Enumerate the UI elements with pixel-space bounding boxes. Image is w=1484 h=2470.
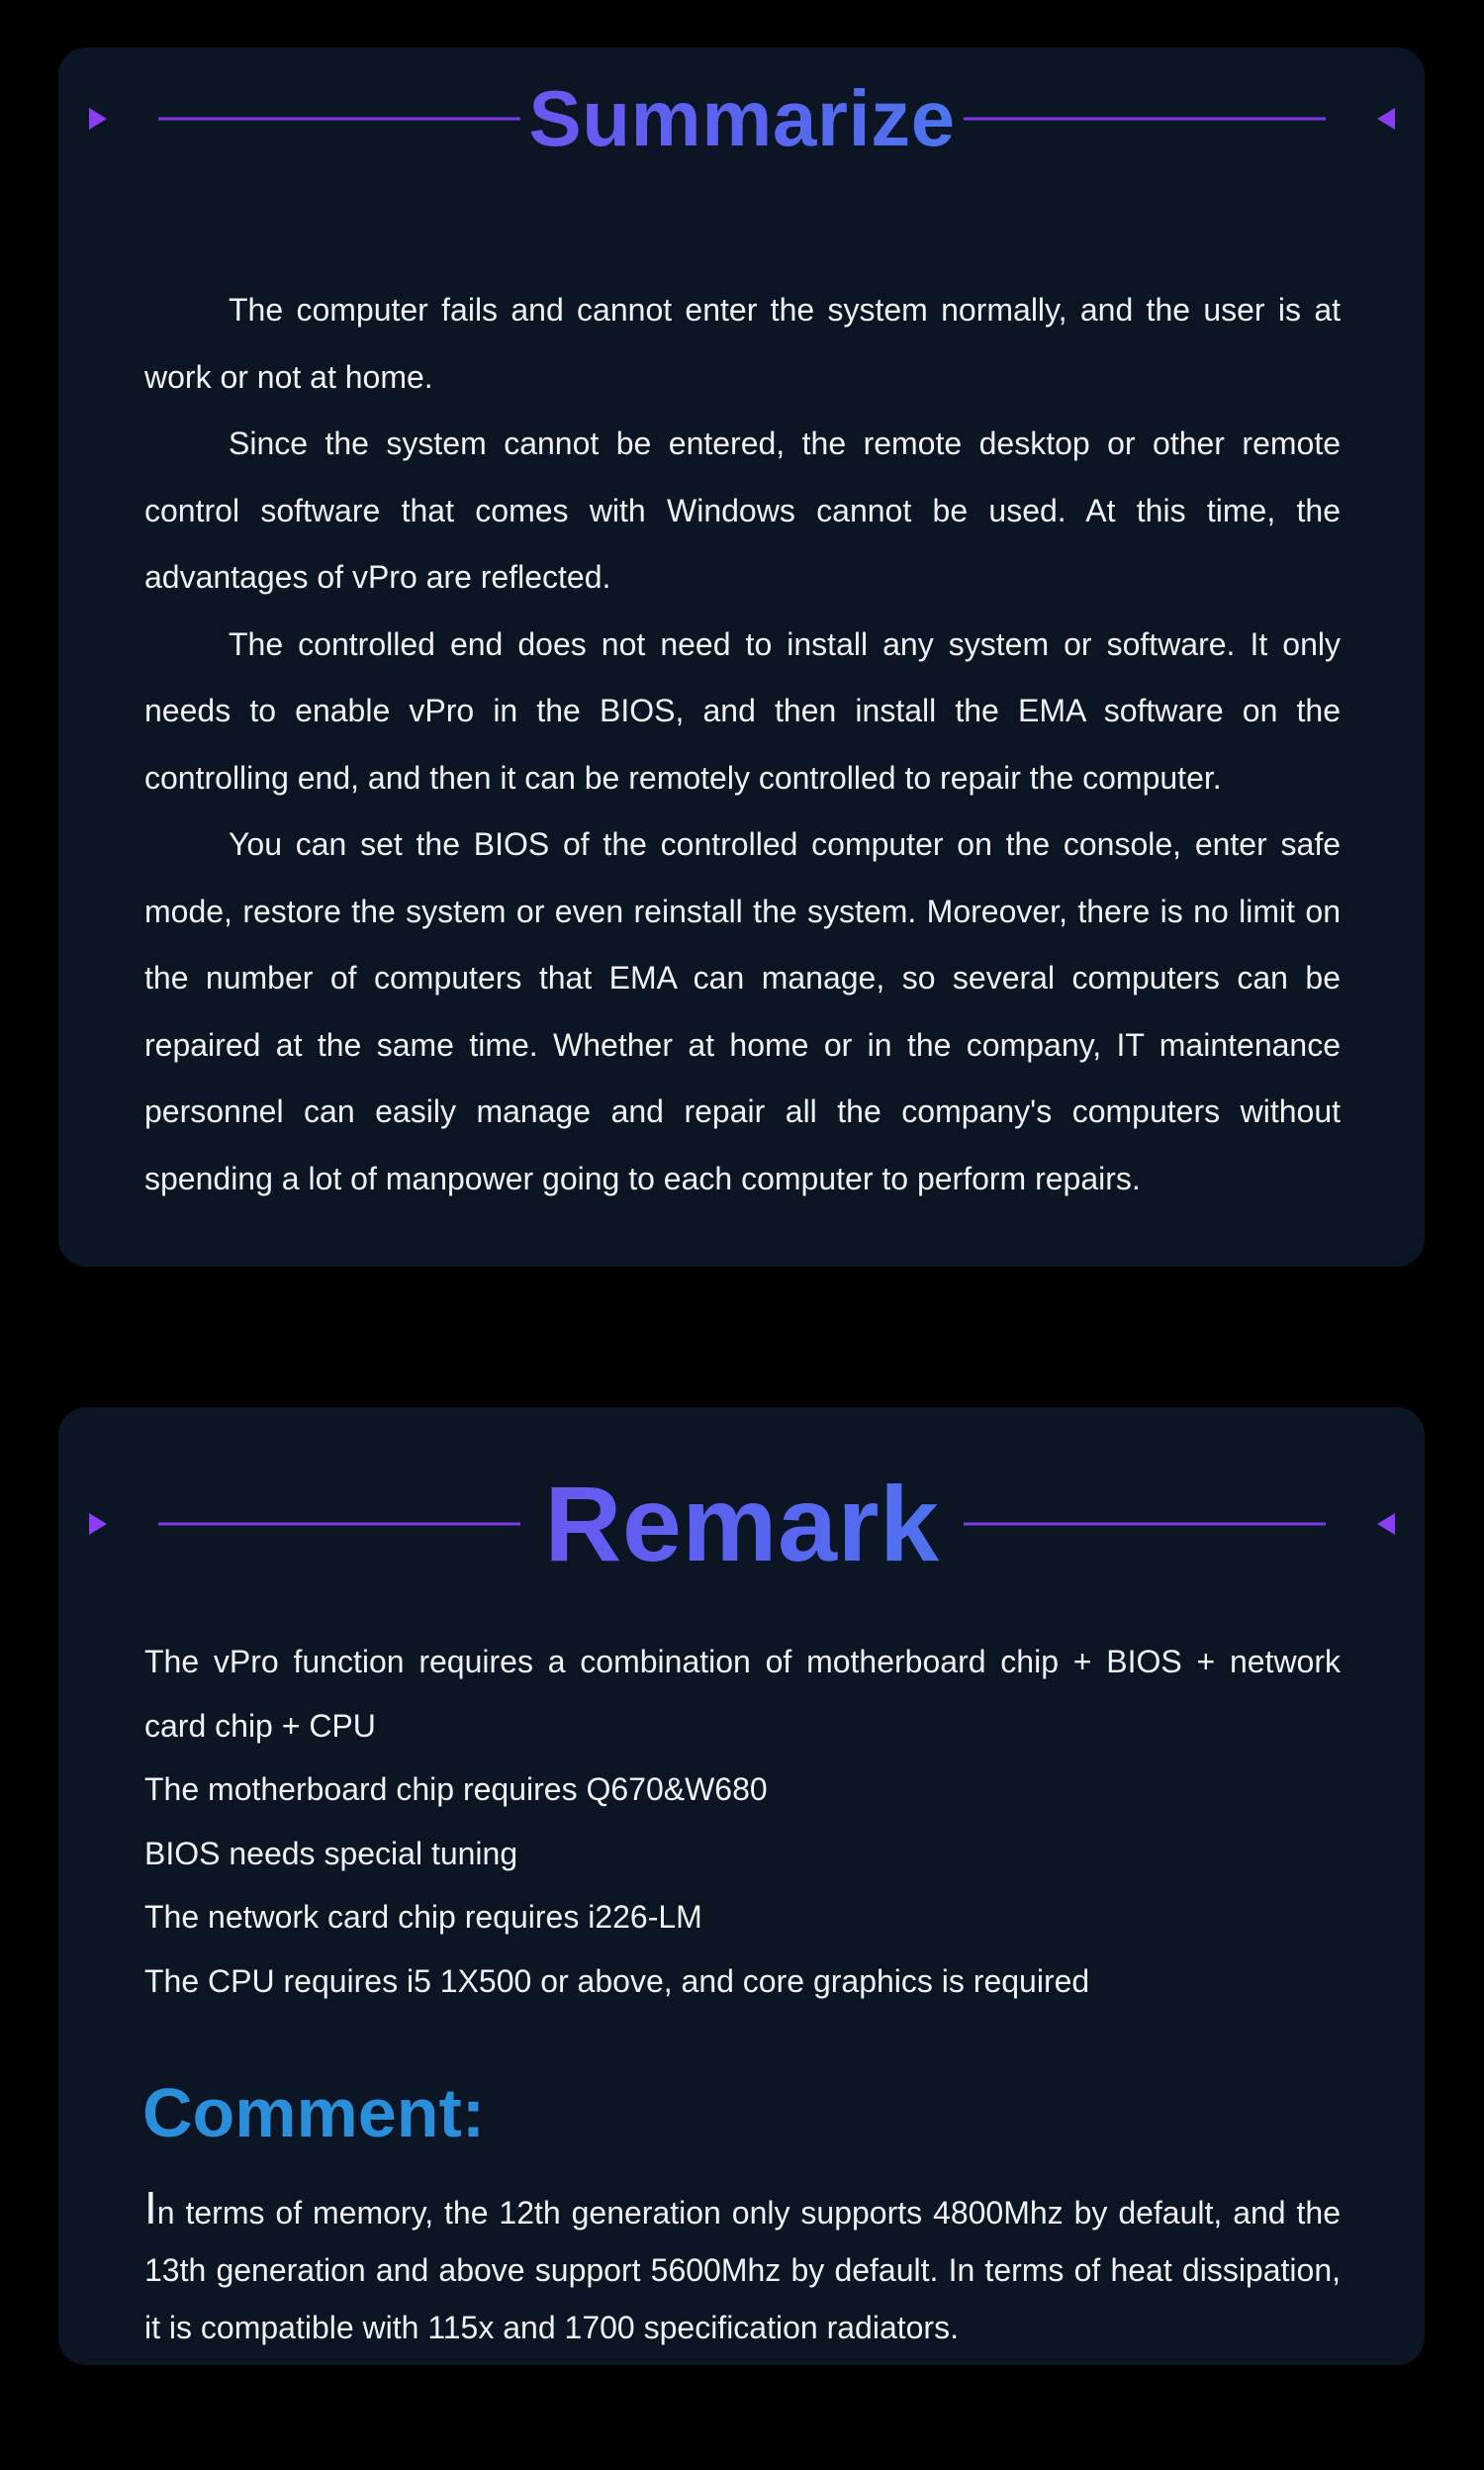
summarize-paragraph: The controlled end does not need to install any system or software. It only needs to enable vPro in the BIOS, and then install the EMA software on the controlling end, and then it can be remotely controlled to repair the computer. xyxy=(144,625,1341,796)
heading-rule-right xyxy=(964,1523,1326,1526)
triangle-left-icon xyxy=(1377,108,1395,130)
remark-item: The vPro function requires a combination of motherboard chip + BIOS + network card chip + CPU xyxy=(144,1644,1341,1744)
summarize-title: Summarize xyxy=(0,59,1484,178)
remark-title: Remark xyxy=(0,1465,1484,1583)
remark-item: BIOS needs special tuning xyxy=(144,1835,518,1871)
summarize-paragraph: Since the system cannot be entered, the remote desktop or other remote control software that comes with Windows cannot be used. At this time, the advantages of vPro are reflected. xyxy=(144,426,1341,595)
remark-item: The CPU requires i5 1X500 or above, and core graphics is required xyxy=(144,1962,1090,1999)
summarize-body xyxy=(144,277,1341,1212)
summarize-heading-row xyxy=(0,59,1484,178)
comment-first-letter: I xyxy=(144,2182,157,2233)
remark-item: The network card chip requires i226-LM xyxy=(144,1899,702,1935)
summarize-paragraph: You can set the BIOS of the controlled computer on the console, enter safe mode, restore the system or even reinstall the system. Moreover, there is no limit on the number of computers that EMA can manage, so several computers can be repaired at the same time. Whether at home or in the company, IT maintenance personnel can easily manage and repair all the company's computers without spending a lot of manpower going to each computer to perform repairs. xyxy=(144,826,1341,1196)
remark-item: The motherboard chip requires Q670&W680 xyxy=(144,1771,768,1807)
summarize-paragraph: The computer fails and cannot enter the system normally, and the user is at work or not at home. xyxy=(144,292,1341,395)
heading-rule-right xyxy=(964,118,1326,121)
remark-heading-row xyxy=(0,1465,1484,1583)
comment-text-rest: n terms of memory, the 12th generation only supports 4800Mhz by default, and the 13th generation and above support 5600Mhz by default. In terms of heat dissipation, it is compatible with 115x and 1700 specification radiators. xyxy=(144,2195,1341,2345)
triangle-left-icon xyxy=(1377,1513,1395,1535)
comment-text xyxy=(144,2179,1341,2356)
remark-list xyxy=(144,1630,1341,2013)
comment-title: Comment: xyxy=(142,2074,486,2151)
